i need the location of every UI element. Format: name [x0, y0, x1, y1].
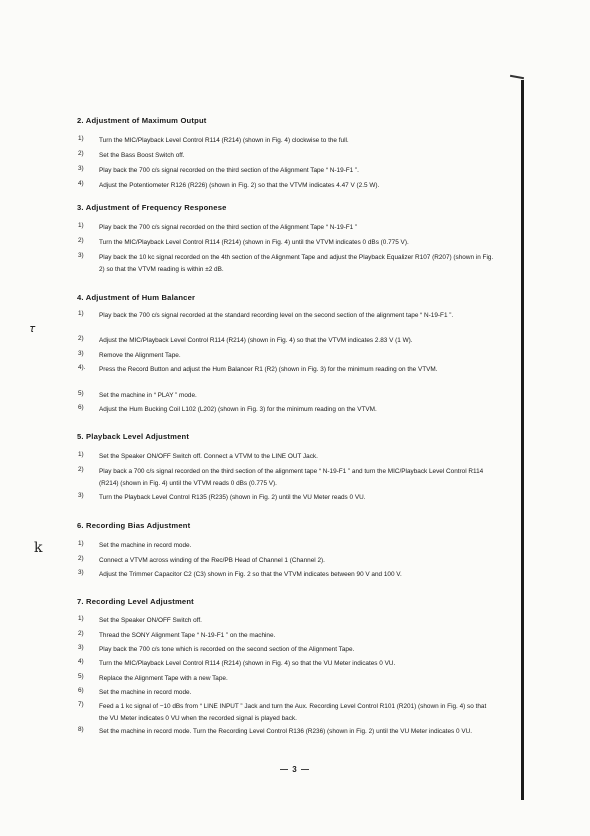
section-heading: 2. Adjustment of Maximum Output	[77, 116, 207, 125]
item-number: 3)	[78, 492, 84, 499]
item-text: Turn the MIC/Playback Level Control R114 (R214) (shown in Fig. 4) until the VTVM indicates 0 dBs (0.775 V).	[99, 239, 409, 246]
item-number: 3)	[78, 165, 84, 172]
item-text: Set the Speaker ON/OFF Switch off.	[99, 617, 202, 624]
item-number: 8)	[78, 726, 84, 733]
item-text: Set the Speaker ON/OFF Switch off. Connect a VTVM to the LINE OUT Jack.	[99, 453, 318, 460]
item-number: 2)	[78, 466, 84, 473]
item-number: 1)	[78, 615, 84, 622]
item-number: 2)	[78, 630, 84, 637]
item-number: 1)	[78, 451, 84, 458]
margin-mark-1: 𝜏	[30, 322, 36, 335]
item-text: Adjust the MIC/Playback Level Control R114 (R214) (shown in Fig. 4) so that the VTVM indicates 2.83 V (1 W).	[99, 337, 413, 344]
item-number: 1)	[78, 222, 84, 229]
section-heading: 5. Playback Level Adjustment	[77, 432, 190, 441]
item-text: Remove the Alignment Tape.	[99, 352, 181, 359]
item-text: Play back the 700 c/s signal recorded on the third section of the Alignment Tape “ N-19-F1 ”.	[99, 167, 359, 174]
item-text: Feed a 1 kc signal of −10 dBs from “ LINE INPUT ” Jack and turn the Aux. Recording Level Control R101 (R201) (shown in Fig. 4) so that the VU Meter indicates 0 VU when the recorded signal is played back.	[99, 703, 487, 722]
item-text: Replace the Alignment Tape with a new Tape.	[99, 675, 228, 682]
section-heading: 7. Recording Level Adjustment	[77, 597, 194, 606]
margin-mark-2: k	[34, 540, 43, 556]
item-text: Turn the MIC/Playback Level Control R114 (R214) (shown in Fig. 4) clockwise to the full.	[99, 137, 349, 144]
item-number: 3)	[78, 350, 84, 357]
item-number: 3)	[78, 569, 84, 576]
item-number: 3)	[78, 644, 84, 651]
item-text: Turn the Playback Level Control R135 (R235) (shown in Fig. 2) until the VU Meter reads 0 VU.	[99, 494, 366, 501]
item-number: 2)	[78, 555, 84, 562]
item-text: Adjust the Hum Bucking Coil L102 (L202) (shown in Fig. 3) for the minimum reading on the VTVM.	[99, 406, 377, 413]
item-text: Connect a VTVM across winding of the Rec/PB Head of Channel 1 (Channel 2).	[99, 557, 325, 564]
item-number: 1)	[78, 310, 84, 317]
item-text: Play back the 700 c/s tone which is recorded on the second section of the Alignment Tape.	[99, 646, 355, 653]
item-number: 4).	[78, 364, 86, 371]
item-text: Set the machine in record mode.	[99, 689, 192, 696]
item-number: 7)	[78, 701, 84, 708]
item-text: Turn the MIC/Playback Level Control R114 (R214) (shown in Fig. 4) so that the VU Meter indicates 0 VU.	[99, 660, 396, 667]
item-number: 4)	[78, 180, 84, 187]
section-heading: 3. Adjustment of Frequency Responese	[77, 203, 227, 212]
item-number: 6)	[78, 687, 84, 694]
item-number: 1)	[78, 135, 84, 142]
section-heading: 6. Recording Bias Adjustment	[77, 521, 191, 530]
item-number: 2)	[78, 237, 84, 244]
item-text: Press the Record Button and adjust the Hum Balancer R1 (R2) (shown in Fig. 3) for the minimum reading on the VTVM.	[99, 366, 438, 373]
item-text: Play back a 700 c/s signal recorded on the third section of the alignment tape “ N-19-F1 ” and turn the MIC/Playback Level Control R114 (R214) (shown in Fig. 4) until the VTVM reads 0 dBs (0.775 V).	[99, 468, 484, 487]
item-number: 2)	[78, 150, 84, 157]
item-number: 2)	[78, 335, 84, 342]
item-text: Play back the 700 c/s signal recorded at the standard recording level on the second section of the alignment tape “ N-19-F1 ”.	[99, 312, 454, 319]
item-number: 4)	[78, 658, 84, 665]
item-number: 3)	[78, 252, 84, 259]
item-number: 6)	[78, 404, 84, 411]
item-text: Adjust the Potentiometer R126 (R226) (shown in Fig. 2) so that the VTVM indicates 4.47 V (2.5 W).	[99, 182, 380, 189]
margin-tick	[510, 75, 524, 79]
item-text: Set the machine in “ PLAY ” mode.	[99, 392, 197, 399]
item-text: Set the Bass Boost Switch off.	[99, 152, 185, 159]
item-number: 1)	[78, 540, 84, 547]
item-text: Play back the 700 c/s signal recorded on the third section of the Alignment Tape “ N-19-F1 ”	[99, 224, 358, 231]
item-text: Play back the 10 kc signal recorded on the 4th section of the Alignment Tape and adjust the Playback Equalizer R107 (R207) (shown in Fig. 2) so that the VTVM reading is within ±2 dB.	[99, 254, 494, 273]
item-text: Thread the SONY Alignment Tape “ N-19-F1 ” on the machine.	[99, 632, 276, 639]
item-number: 5)	[78, 390, 84, 397]
item-text: Set the machine in record mode. Turn the Recording Level Control R136 (R236) (shown in Fig. 2) until the VU Meter indicates 0 VU.	[99, 728, 472, 735]
item-text: Adjust the Trimmer Capacitor C2 (C3) shown in Fig. 2 so that the VTVM indicates between 90 V and 100 V.	[99, 571, 402, 578]
item-number: 5)	[78, 673, 84, 680]
right-margin-rule	[521, 80, 524, 800]
item-text: Set the machine in record mode.	[99, 542, 192, 549]
page-number: — 3 —	[280, 765, 310, 774]
section-heading: 4. Adjustment of Hum Balancer	[77, 293, 196, 302]
